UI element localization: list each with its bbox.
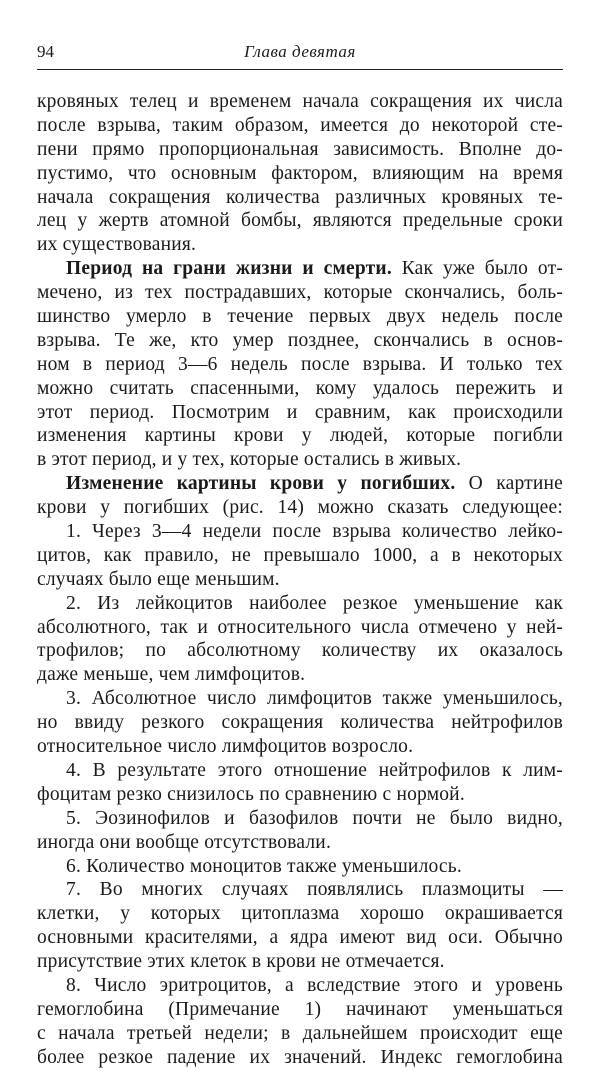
list-item-5: 5. Эозинофилов и базофилов почти не было видно, <box>66 807 563 829</box>
section-heading: Период на грани жизни и смерти. <box>66 258 392 280</box>
text-line: с начала третьей недели; в дальнейшем происходит еще <box>37 1022 563 1044</box>
list-item-1: 1. Через 3—4 недели после взрыва количество лейко- <box>66 521 563 543</box>
text-line: относительное число лимфоцитов возросло. <box>37 736 414 758</box>
text-line: даже меньше, чем лимфоцитов. <box>37 664 306 686</box>
list-item-6: 6. Количество моноцитов также уменьшилось. <box>66 855 462 877</box>
section-heading: Изменение картины крови у погибших. <box>66 473 456 495</box>
text-line: их существования. <box>37 234 197 256</box>
text-line: кровяных телец и временем начала сокращения их числа <box>37 91 563 112</box>
text-line: абсолютного, так и относительного числа отмечено у ней- <box>37 616 563 638</box>
text-line: гемоглобина (Примечание 1) начинают уменьшаться <box>37 998 563 1020</box>
list-item-8: 8. Число эритроцитов, а вследствие этого и уровень <box>66 974 563 996</box>
text-line: присутствие этих клеток в крови не отмечается. <box>37 951 445 973</box>
body-text <box>37 90 563 1070</box>
text-line: трофилов; по абсолютному количеству их оказалось <box>37 640 563 662</box>
text-line: мечено, из тех пострадавших, которые скончались, боль- <box>37 282 563 304</box>
page-number: 94 <box>37 42 54 61</box>
list-item-3: 3. Абсолютное число лимфоцитов также уменьшилось, <box>66 688 563 710</box>
header-rule <box>37 69 563 70</box>
text-line: иногда они вообще отсутствовали. <box>37 831 332 853</box>
text-line: изменения картины крови у людей, которые погибли <box>37 425 563 447</box>
text-line: клетки, у которых цитоплазма хорошо окрашивается <box>37 903 563 925</box>
text-line: можно считать спасенными, кому удалось пережить и <box>37 377 563 399</box>
text-line: случаях было еще меньшим. <box>37 568 280 590</box>
section-heading-line: Изменение картины крови у погибших. О картине <box>66 473 563 495</box>
text-line: в этот период, и у тех, которые остались в живых. <box>37 449 462 471</box>
text-line: более резкое падение их значений. Индекс гемоглобина <box>37 1046 563 1068</box>
text-line: начала сокращения количества различных кровяных те- <box>37 186 563 208</box>
list-item-4: 4. В результате этого отношение нейтрофилов к лим- <box>66 759 563 781</box>
text-line: пени прямо пропорциональная зависимость. Вполне до- <box>37 138 563 160</box>
page-header <box>37 40 563 64</box>
text-line: но ввиду резкого сокращения количества нейтрофилов <box>37 712 563 734</box>
text-line: взрыва. Те же, кто умер позднее, скончались в основ- <box>37 329 563 351</box>
text-line: фоцитам резко снизилось по сравнению с нормой. <box>37 783 465 805</box>
text-line: этот период. Посмотрим и сравним, как происходили <box>37 401 563 423</box>
text-line: шинство умерло в течение первых двух недель после <box>37 306 563 328</box>
text-line: крови у погибших (рис. 14) можно сказать следующее: <box>37 497 563 519</box>
text-line: после взрыва, таким образом, имеется до некоторой сте- <box>37 114 563 136</box>
text-line: основными красителями, а ядра имеют вид оси. Обычно <box>37 927 563 949</box>
text-line: ном в период 3—6 недель после взрыва. И только тех <box>37 353 563 375</box>
section-heading-line: Период на грани жизни и смерти. Как уже было от- <box>66 258 563 280</box>
text-line: лец у жертв атомной бомбы, являются предельные сроки <box>37 210 563 232</box>
text-line: пустимо, что основным фактором, влияющим на время <box>37 162 563 184</box>
text-line: цитов, как правило, не превышало 1000, а в некоторых <box>37 544 563 566</box>
list-item-7: 7. Во многих случаях появлялись плазмоциты — <box>66 879 563 901</box>
running-title: Глава девятая <box>244 42 356 61</box>
list-item-2: 2. Из лейкоцитов наиболее резкое уменьшение как <box>66 592 563 614</box>
